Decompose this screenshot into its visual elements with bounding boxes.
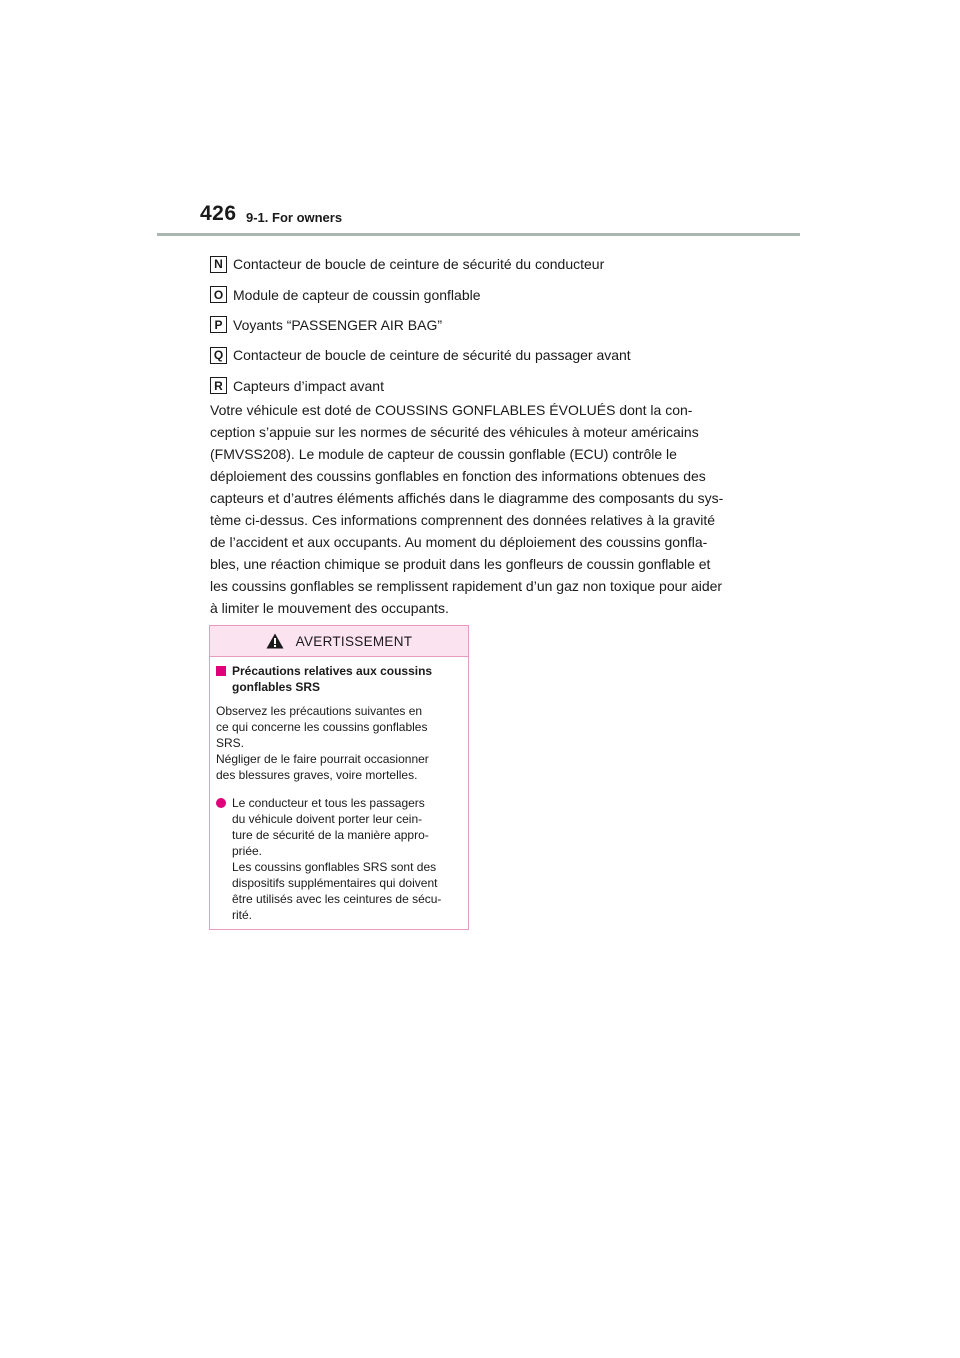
page-number: 426: [200, 202, 237, 225]
legend-list: [210, 249, 770, 401]
legend-item: [210, 279, 770, 309]
body-paragraph: Votre véhicule est doté de COUSSINS GONFLABLES ÉVOLUÉS dont la con- ception s’appuie sur les normes de sécurité des véhicules à moteur américains (FMVSS208). Le module de capteur de coussin gonflable (ECU) contrôle le déploiement des coussins gonflables en fonction des informations obtenues des capteurs et d’autres éléments affichés dans le diagramme des composants du sys- tème ci-dessus. Ces informations comprennent des données relatives à la gravité de l’accident et aux occupants. Au moment du déploiement des coussins gonfla- bles, une réaction chimique se produit dans les gonfleurs de coussin gonflable et les coussins gonflables se remplissent rapidement d’un gaz non toxique pour aider à limiter le mouvement des occupants.: [210, 402, 724, 616]
legend-item-text: Capteurs d’impact avant: [233, 377, 384, 394]
warning-header: [210, 626, 468, 657]
legend-item-text: Contacteur de boucle de ceinture de sécurité du passager avant: [233, 347, 631, 364]
legend-item-text: Voyants “PASSENGER AIR BAG”: [233, 316, 443, 333]
header-divider: [157, 233, 800, 236]
warning-triangle-icon: [266, 633, 284, 649]
circle-bullet-icon: [216, 798, 226, 808]
warning-heading: [216, 663, 460, 695]
warning-intro: Observez les précautions suivantes en ce qui concerne les coussins gonflables SRS. Négliger de le faire pourrait occasionner des blessures graves, voire mortelles.: [216, 704, 429, 782]
warning-heading-text: Précautions relatives aux coussins gonflables SRS: [232, 664, 433, 694]
section-title: 9-1. For owners: [246, 210, 343, 225]
legend-key-box: R: [210, 377, 227, 394]
legend-item: [210, 249, 770, 279]
warning-list-item: [216, 795, 460, 923]
legend-item: [210, 371, 770, 401]
legend-item: [210, 340, 770, 370]
square-bullet-icon: [216, 666, 226, 676]
warning-title: AVERTISSEMENT: [295, 633, 413, 649]
warning-box: [209, 625, 469, 930]
legend-item: [210, 310, 770, 340]
legend-key-box: P: [210, 316, 227, 333]
legend-key-box: O: [210, 286, 227, 303]
warning-list-text: Le conducteur et tous les passagers du véhicule doivent porter leur cein- ture de sécurité de la manière appro- priée. Les coussins gonflables SRS sont des dispositifs supplémentaires qui doivent être utilisés avec les ceintures de sécu- rité.: [232, 796, 442, 922]
warning-content: [210, 657, 468, 923]
legend-item-text: Contacteur de boucle de ceinture de sécurité du conducteur: [233, 256, 605, 273]
legend-key-box: Q: [210, 347, 227, 364]
legend-key-box: N: [210, 256, 227, 273]
legend-item-text: Module de capteur de coussin gonflable: [233, 286, 481, 303]
